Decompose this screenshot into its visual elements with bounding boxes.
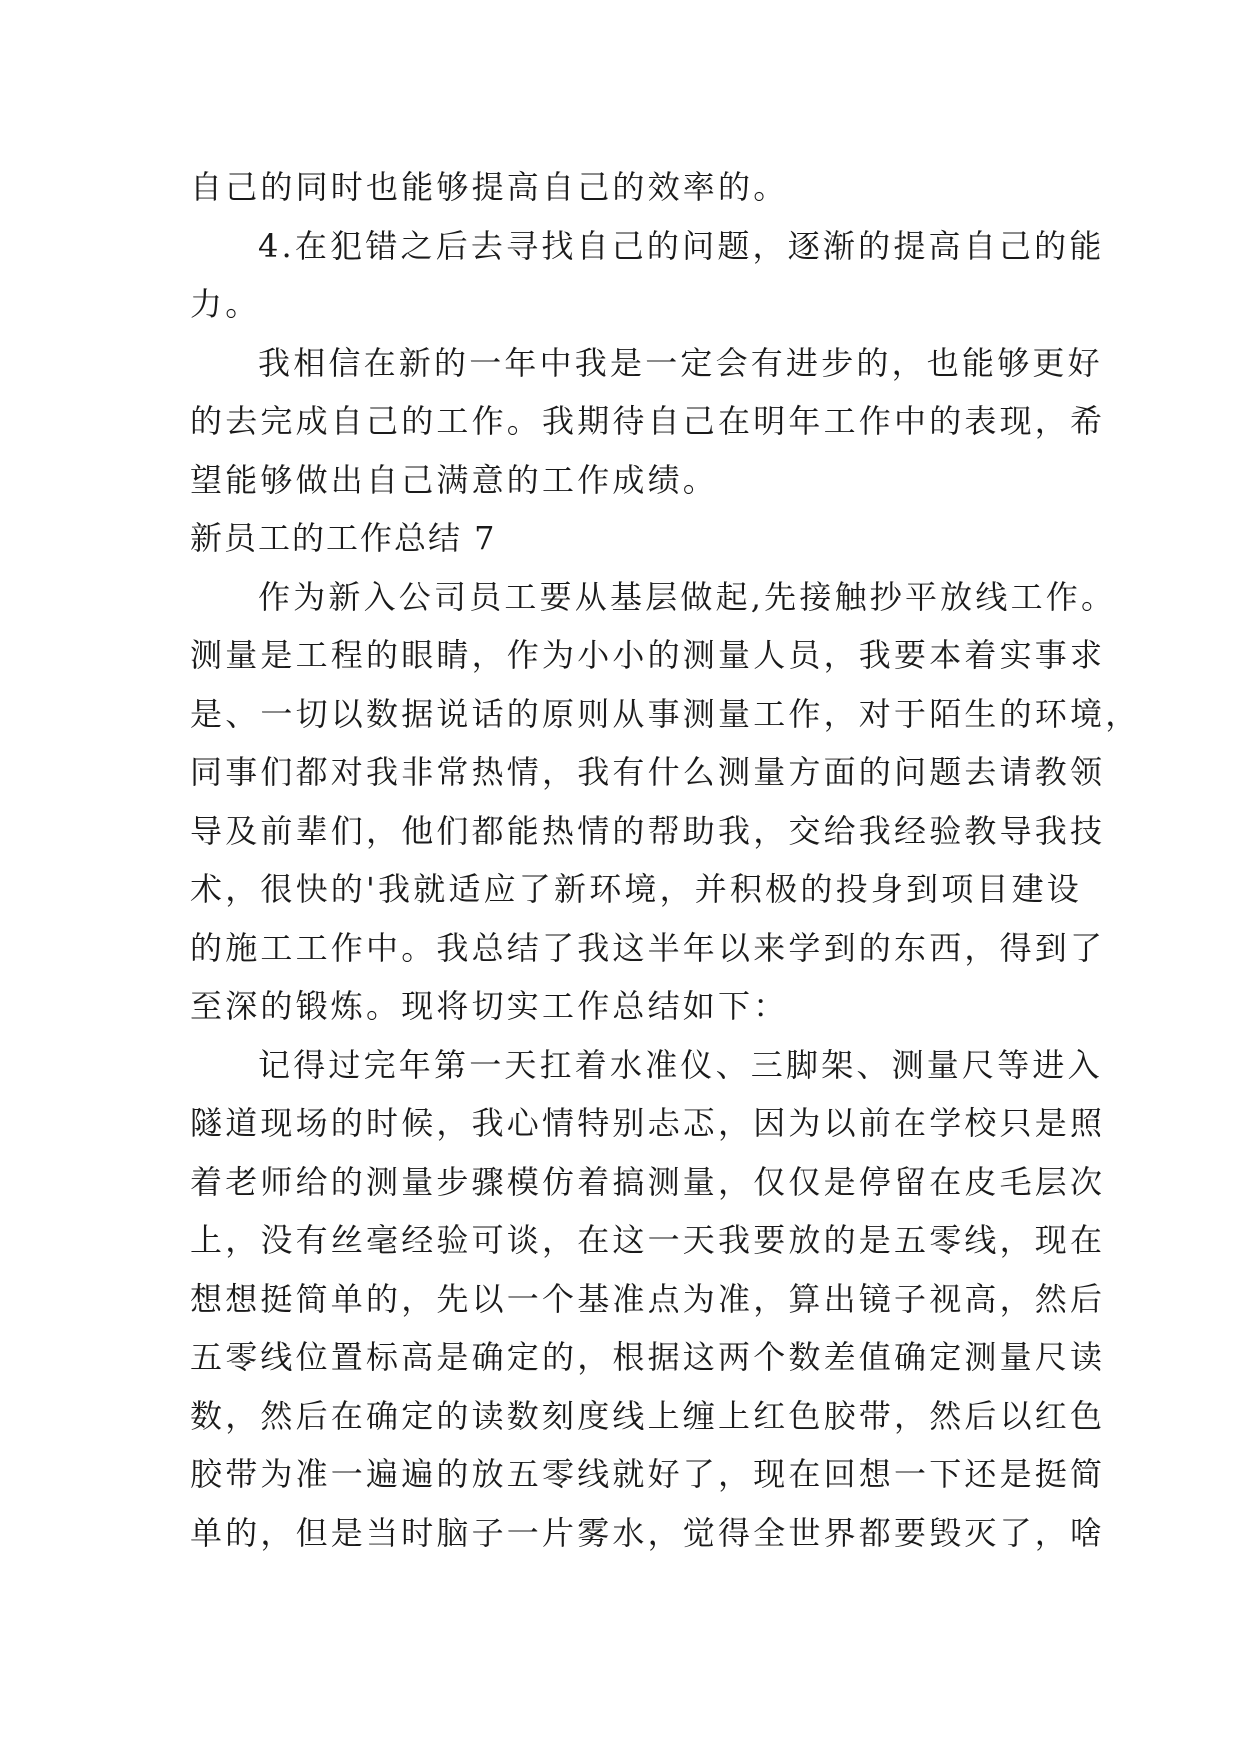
paragraph-start: 记得过完年第一天扛着水准仪、三脚架、测量尺等进入: [258, 1045, 1103, 1084]
text-line: 隧道现场的时候，我心情特别忐忑，因为以前在学校只是照: [190, 1104, 1106, 1142]
text-line: 数，然后在确定的读数刻度线上缠上红色胶带，然后以红色: [190, 1396, 1106, 1435]
text-line: 力。: [190, 285, 261, 323]
text-line: 望能够做出自己满意的工作成绩。: [190, 460, 719, 499]
text-line: 导及前辈们，他们都能热情的帮助我，交给我经验教导我技: [190, 811, 1106, 850]
paragraph-start: 我相信在新的一年中我是一定会有进步的，也能够更好: [258, 343, 1103, 382]
text-line: 着老师给的测量步骤模仿着搞测量，仅仅是停留在皮毛层次: [190, 1162, 1106, 1201]
text-line: 同事们都对我非常热情，我有什么测量方面的问题去请教领: [190, 753, 1106, 791]
paragraph-start: 作为新入公司员工要从基层做起,先接触抄平放线工作。: [258, 577, 1117, 616]
text-line: 的施工工作中。我总结了我这半年以来学到的东西，得到了: [190, 928, 1106, 967]
document-body: [190, 158, 1141, 1562]
text-line: 是、一切以数据说话的原则从事测量工作，对于陌生的环境，: [190, 694, 1141, 733]
text-line: 的去完成自己的工作。我期待自己在明年工作中的表现，希: [190, 402, 1106, 440]
text-line: 单的，但是当时脑子一片雾水，觉得全世界都要毁灭了，啥: [190, 1513, 1106, 1552]
text-line: 至深的锻炼。现将切实工作总结如下：: [190, 987, 789, 1025]
text-line: 术，很快的'我就适应了新环境，并积极的投身到项目建设: [190, 870, 1082, 908]
text-line: 五零线位置标高是确定的，根据这两个数差值确定测量尺读: [190, 1338, 1106, 1376]
text-line: 想想挺简单的，先以一个基准点为准，算出镜子视高，然后: [190, 1279, 1106, 1318]
section-heading: 新员工的工作总结 7: [190, 519, 497, 557]
text-line: 自己的同时也能够提高自己的效率的。: [190, 168, 789, 206]
text-line: 胶带为准一遍遍的放五零线就好了，现在回想一下还是挺简: [190, 1455, 1106, 1493]
text-line: 上，没有丝毫经验可谈，在这一天我要放的是五零线，现在: [190, 1221, 1106, 1259]
list-item-4: 4.在犯错之后去寻找自己的问题，逐渐的提高自己的能: [258, 226, 1105, 265]
text-line: 测量是工程的眼睛，作为小小的测量人员，我要本着实事求: [190, 636, 1106, 674]
